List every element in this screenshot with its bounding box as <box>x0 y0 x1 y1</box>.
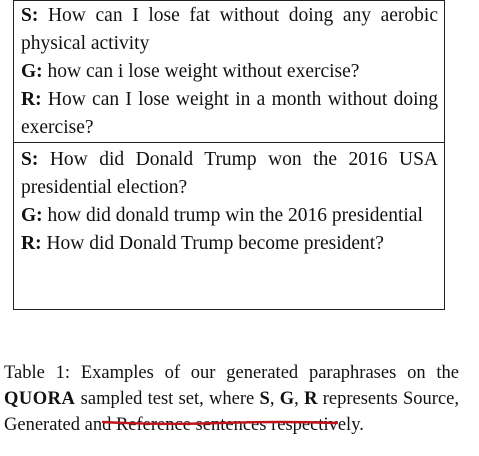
source-text: How can I lose fat without doing any aerobic physical activity <box>21 5 438 54</box>
reference-tag: R: <box>21 233 42 254</box>
caption-label: Table 1: <box>4 362 71 383</box>
source-tag: S: <box>21 149 39 170</box>
caption-text-2: sampled test set, where <box>75 388 260 409</box>
generated-sentence <box>21 202 438 230</box>
caption-text-3: represents Source, Generated and Reference sentences respectively. <box>4 388 460 435</box>
example-row-2 <box>21 146 438 258</box>
reference-text: How can I lose weight in a month without doing exercise? <box>21 89 438 138</box>
reference-sentence <box>21 230 438 258</box>
generated-text: how did donald trump win the 2016 presidential <box>42 205 423 226</box>
reference-letter: R <box>304 388 318 409</box>
source-letter: S <box>259 388 270 409</box>
source-sentence <box>21 146 438 202</box>
caption-separator-2: , <box>294 388 305 409</box>
source-sentence <box>21 2 438 58</box>
dataset-name: QUORA <box>4 388 76 409</box>
generated-sentence <box>21 58 438 86</box>
row-divider <box>14 142 444 143</box>
reference-text: How did Donald Trump become president? <box>41 233 384 254</box>
example-row-1 <box>21 2 438 142</box>
reference-tag: R: <box>21 89 42 110</box>
generated-text: how can i lose weight without exercise? <box>42 61 360 82</box>
generated-tag: G: <box>21 205 43 226</box>
source-tag: S: <box>21 5 39 26</box>
generated-tag: G: <box>21 61 43 82</box>
reference-sentence <box>21 86 438 142</box>
table-caption <box>4 360 459 438</box>
caption-text-1: Examples of our generated paraphrases on the <box>70 362 459 383</box>
paraphrase-examples-table <box>13 0 445 310</box>
source-text: How did Donald Trump won the 2016 USA presidential election? <box>21 149 438 198</box>
caption-separator-1: , <box>269 388 280 409</box>
generated-letter: G <box>279 388 295 409</box>
